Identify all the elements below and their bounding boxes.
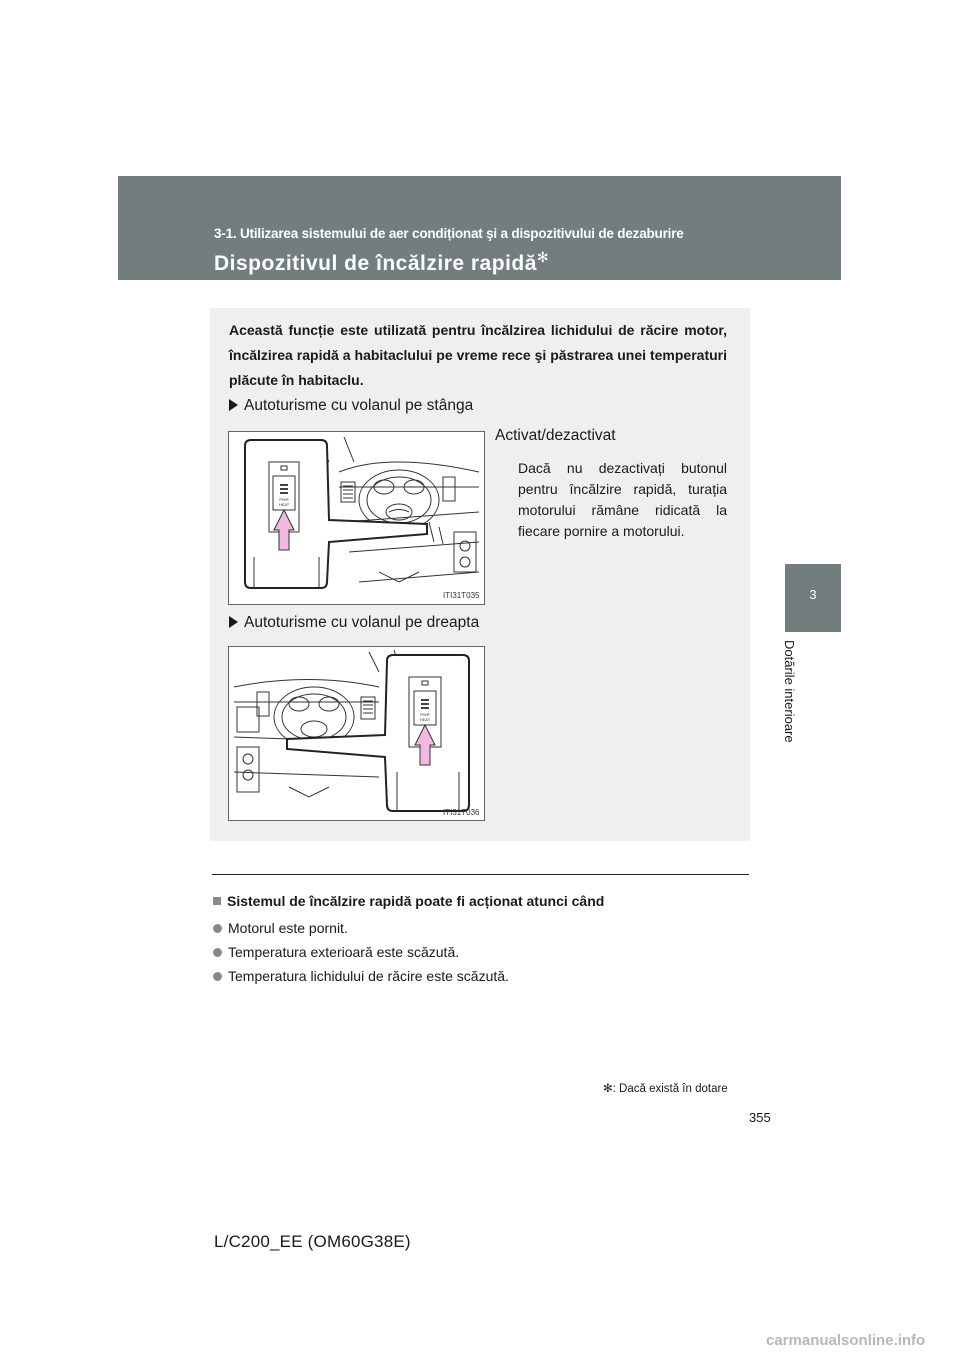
lhd-heading	[229, 397, 473, 415]
rhd-figure-code: ITI31T036	[443, 808, 480, 817]
triangle-bullet-icon	[229, 399, 238, 411]
list-item-text: Motorul este pornit.	[228, 920, 348, 936]
lhd-figure-code: ITI31T035	[443, 591, 480, 600]
note-heading	[213, 893, 604, 909]
watermark: carmanualsonline.info	[766, 1332, 926, 1349]
footnote-asterisk-mark: ✻	[603, 1083, 613, 1095]
rhd-dashboard-figure	[228, 646, 485, 821]
svg-text:PWR: PWR	[279, 497, 289, 502]
rhd-dashboard-illustration	[229, 647, 484, 820]
square-bullet-icon	[213, 897, 221, 905]
list-item-text: Temperatura exterioară este scăzută.	[228, 944, 460, 960]
title-asterisk-mark: ✻	[536, 249, 550, 265]
rhd-heading-text: Autoturisme cu volanul pe dreapta	[244, 614, 480, 631]
page-title	[214, 249, 549, 276]
list-item	[213, 920, 348, 936]
page-number: 355	[749, 1110, 771, 1125]
list-item	[213, 968, 509, 984]
lhd-dashboard-illustration	[229, 432, 484, 604]
footnote	[603, 1081, 728, 1095]
round-bullet-icon	[213, 972, 222, 981]
note-heading-text: Sistemul de încălzire rapidă poate fi acționat atunci când	[227, 893, 605, 909]
round-bullet-icon	[213, 948, 222, 957]
model-code: L/C200_EE (OM60G38E)	[214, 1232, 411, 1251]
footnote-text: : Dacă există în dotare	[612, 1083, 728, 1095]
round-bullet-icon	[213, 924, 222, 933]
svg-text:HEAT: HEAT	[419, 717, 431, 722]
lhd-sub-heading: Activat/dezactivat	[495, 427, 616, 444]
rhd-heading	[229, 614, 479, 632]
lhd-description: Dacă nu dezactivați butonul pentru încălzire rapidă, turația motorului rămâne ridicată la fiecare pornire a motorului.	[518, 460, 727, 539]
lhd-heading-text: Autoturisme cu volanul pe stânga	[244, 397, 474, 414]
chapter-tab-number[interactable]: 3	[785, 564, 841, 632]
svg-text:HEAT: HEAT	[278, 502, 290, 507]
intro-text: Această funcție este utilizată pentru încălzirea lichidului de răcire motor, încălzirea rapidă a habitaclului pe vreme rece şi păstrarea unei temperaturi plăcute în habitaclu.	[229, 322, 727, 388]
page-title-text: Dispozitivul de încălzire rapidă	[214, 252, 537, 275]
chapter-tab-label-text: Dotările interioare	[782, 640, 797, 743]
section-title: 3-1. Utilizarea sistemului de aer condiționat şi a dispozitivului de dezaburire	[214, 226, 684, 241]
list-item	[213, 944, 459, 960]
section-divider	[212, 874, 749, 875]
svg-text:PWR: PWR	[420, 712, 430, 717]
list-item-text: Temperatura lichidului de răcire este scăzută.	[228, 968, 509, 984]
chapter-tab-label	[777, 640, 817, 760]
lhd-dashboard-figure	[228, 431, 485, 605]
triangle-bullet-icon	[229, 616, 238, 628]
